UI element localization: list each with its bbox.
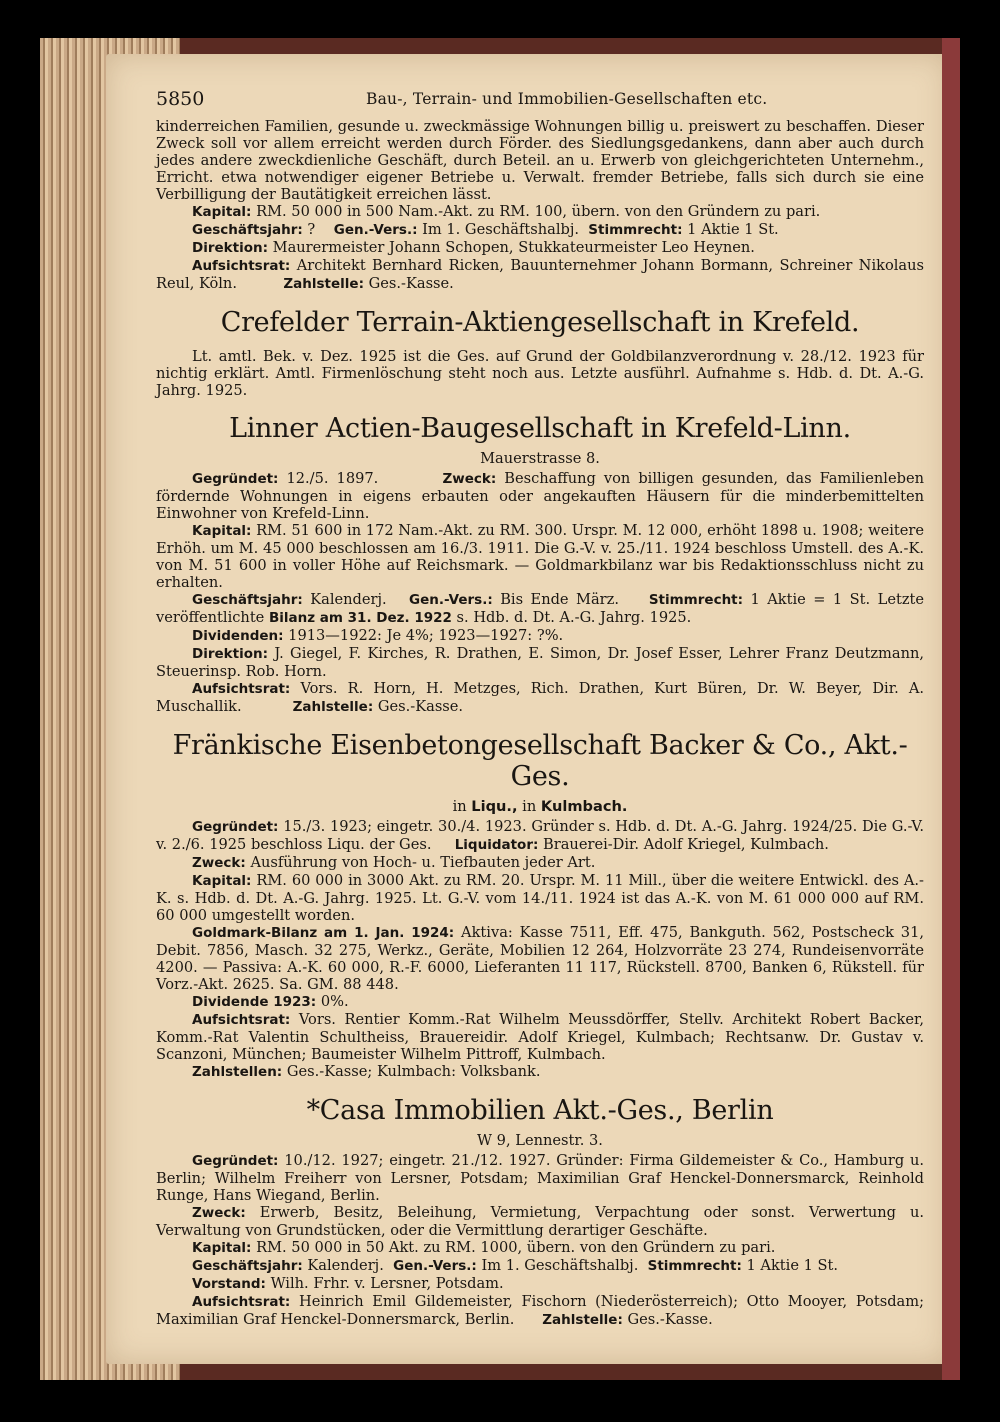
linner-dividenden: Dividenden: 1913—1922: Je 4%; 1923—1927: ?%.	[192, 627, 564, 644]
intro-text: kinderreichen Familien, gesunde u. zweckmässige Wohnungen billig u. preiswert zu beschaffen. Dieser Zweck soll vor allem erreicht werden durch Förder. des Siedlungsgedankens, dann aber auch durch jedes andere zweckdienliche Geschäft, durch Beteil. an u. Erwerb von gleichgerichteten Unternehm., Erricht. etwa notwendiger eigener Betriebe u. Verwalt. fremder Betriebe, falls sich durch sie eine Verbilligung der Bautätigkeit erreichen lässt.	[156, 118, 924, 203]
casa-aufsichtsrat: Aufsichtsrat: Heinrich Emil Gildemeister, Fischorn (Niederösterreich); Otto Mooyer, Potsdam; Maximilian Graf Henckel-Donnersmarck, Berlin. Zahlstelle: Ges.-Kasse.	[156, 1293, 924, 1328]
fraenkische-title: Fränkische Eisenbetongesellschaft Backer & Co., Akt.-Ges.	[172, 730, 908, 792]
book-spine	[942, 38, 960, 1380]
linner-kapital: Kapital: RM. 51 600 in 172 Nam.-Akt. zu RM. 300. Urspr. M. 12 000, erhöht 1898 u. 1908; weitere Erhöh. um M. 45 000 beschlossen am 16./3. 1911. Die G.-V. v. 25./11. 1924 beschloss Umstell. des A.-K. von M. 51 600 in voller Höhe auf Reichsmark. — Goldmarkbilanz war bis Redaktionsschluss nicht zu erhalten.	[156, 522, 924, 591]
crefelder-text: Lt. amtl. Bek. v. Dez. 1925 ist die Ges. auf Grund der Goldbilanzverordnung v. 28./12. 1923 für nichtig erklärt. Amtl. Firmenlöschung steht noch aus. Letzte ausführl. Aufnahme s. Hdb. d. Dt. A.-G. Jahrg. 1925.	[156, 348, 924, 399]
crefelder-title: Crefelder Terrain-Aktiengesellschaft in Krefeld.	[220, 307, 860, 338]
casa-vorstand: Vorstand: Wilh. Frhr. v. Lersner, Potsdam.	[192, 1275, 504, 1292]
intro-geschaeftsjahr: Geschäftsjahr: ? Gen.-Vers.: Im 1. Geschäftshalbj. Stimmrecht: 1 Aktie 1 St.	[192, 221, 779, 238]
casa-gegruendet: Gegründet: 10./12. 1927; eingetr. 21./12. 1927. Gründer: Firma Gildemeister & Co., Hamburg u. Berlin; Wilhelm Freiherr von Lersner, Potsdam; Maximilian Graf Henckel-Donnersmarck, Reinhold Runge, Hans Wiegand, Berlin.	[156, 1152, 924, 1204]
fraenkische-dividende: Dividende 1923: 0%.	[192, 993, 349, 1010]
intro-aufsichtsrat: Aufsichtsrat: Architekt Bernhard Ricken, Bauunternehmer Johann Bormann, Schreiner Nikolaus Reul, Köln. Zahlstelle: Ges.-Kasse.	[156, 257, 925, 292]
fraenkische-zweck: Zweck: Ausführung von Hoch- u. Tiefbauten jeder Art.	[192, 854, 596, 871]
fraenkische-kapital: Kapital: RM. 60 000 in 3000 Akt. zu RM. 20. Urspr. M. 11 Mill., über die weitere Entwickl. des A.-K. s. Hdb. d. Dt. A.-G. Jahrg. 1925. Lt. G.-V. vom 14./11. 1924 ist das A.-K. von M. 61 000 000 auf RM. 60 000 umgestellt worden.	[156, 872, 924, 924]
casa-address: W 9, Lennestr. 3.	[477, 1132, 603, 1149]
running-header	[156, 88, 924, 118]
page-content	[156, 88, 924, 1329]
fraenkische-gegruendet: Gegründet: 15./3. 1923; eingetr. 30./4. 1923. Gründer s. Hdb. d. Dt. A.-G. Jahrg. 1924/25. Die G.-V. v. 2./6. 1925 beschloss Liqu. der Ges. Liquidator: Brauerei-Dir. Adolf Kriegel, Kulmbach.	[156, 818, 924, 853]
linner-aufsichtsrat: Aufsichtsrat: Vors. R. Horn, H. Metzges, Rich. Drathen, Kurt Büren, Dr. W. Beyer, Dir. A. Muschallik. Zahlstelle: Ges.-Kasse.	[156, 680, 925, 715]
fraenkische-goldmark-bilanz: Goldmark-Bilanz am 1. Jan. 1924: Aktiva: Kasse 7511, Eff. 475, Bankguth. 562, Postscheck 31, Debit. 7856, Masch. 32 275, Werkz., Geräte, Mobilien 12 264, Holzvorräte 23 274, Rundeisenvorräte 4200. — Passiva: A.-K. 60 000, R.-F. 6000, Lieferanten 11 117, Rückstell. 8700, Banken 6, Rükstell. für Vorz.-Akt. 2625. Sa. GM. 88 448.	[156, 924, 925, 993]
linner-geschaeftsjahr: Geschäftsjahr: Kalenderj. Gen.-Vers.: Bis Ende März. Stimmrecht: 1 Aktie = 1 St. Letzte veröffentlichte Bilanz am 31. Dez. 1922 s. Hdb. d. Dt. A.-G. Jahrg. 1925.	[156, 591, 925, 626]
casa-kapital: Kapital: RM. 50 000 in 50 Akt. zu RM. 1000, übern. von den Gründern zu pari.	[192, 1239, 776, 1256]
fraenkische-zahlstellen: Zahlstellen: Ges.-Kasse; Kulmbach: Volksbank.	[192, 1063, 541, 1080]
casa-zweck: Zweck: Erwerb, Besitz, Beleihung, Vermietung, Verpachtung oder sonst. Verwertung u. Verwaltung von Grundstücken, oder die Vermittlung derartiger Geschäfte.	[156, 1204, 925, 1239]
intro-kapital: Kapital: RM. 50 000 in 500 Nam.-Akt. zu RM. 100, übern. von den Gründern zu pari.	[192, 203, 821, 220]
page-number: 5850	[156, 88, 205, 110]
fraenkische-subtitle: in Liqu., in Kulmbach.	[452, 798, 628, 815]
intro-direktion: Direktion: Maurermeister Johann Schopen, Stukkateurmeister Leo Heynen.	[192, 239, 755, 256]
casa-title: *Casa Immobilien Akt.-Ges., Berlin	[306, 1095, 774, 1126]
casa-geschaeftsjahr: Geschäftsjahr: Kalenderj. Gen.-Vers.: Im 1. Geschäftshalbj. Stimmrecht: 1 Aktie 1 St.	[192, 1257, 839, 1274]
running-title: Bau-, Terrain- und Immobilien-Gesellschaften etc.	[366, 90, 768, 108]
linner-direktion: Direktion: J. Giegel, F. Kirches, R. Drathen, E. Simon, Dr. Josef Esser, Lehrer Franz Deutzmann, Steuerinsp. Rob. Horn.	[156, 645, 925, 680]
linner-title: Linner Actien-Baugesellschaft in Krefeld-Linn.	[229, 413, 851, 444]
linner-address: Mauerstrasse 8.	[480, 450, 600, 467]
linner-gegruendet: Gegründet: 12./5. 1897. Zweck: Beschaffung von billigen gesunden, das Familienleben fördernde Wohnungen in eigens erbauten oder angekauften Häusern für die minderbemittelten Einwohner von Krefeld-Linn.	[156, 470, 924, 522]
fraenkische-aufsichtsrat: Aufsichtsrat: Vors. Rentier Komm.-Rat Wilhelm Meussdörffer, Stellv. Architekt Robert Backer, Komm.-Rat Valentin Schultheiss, Brauereidir. Adolf Kriegel, Kulmbach; Rechtsanw. Dr. Gustav v. Scanzoni, München; Baumeister Wilhelm Pittroff, Kulmbach.	[156, 1011, 925, 1063]
